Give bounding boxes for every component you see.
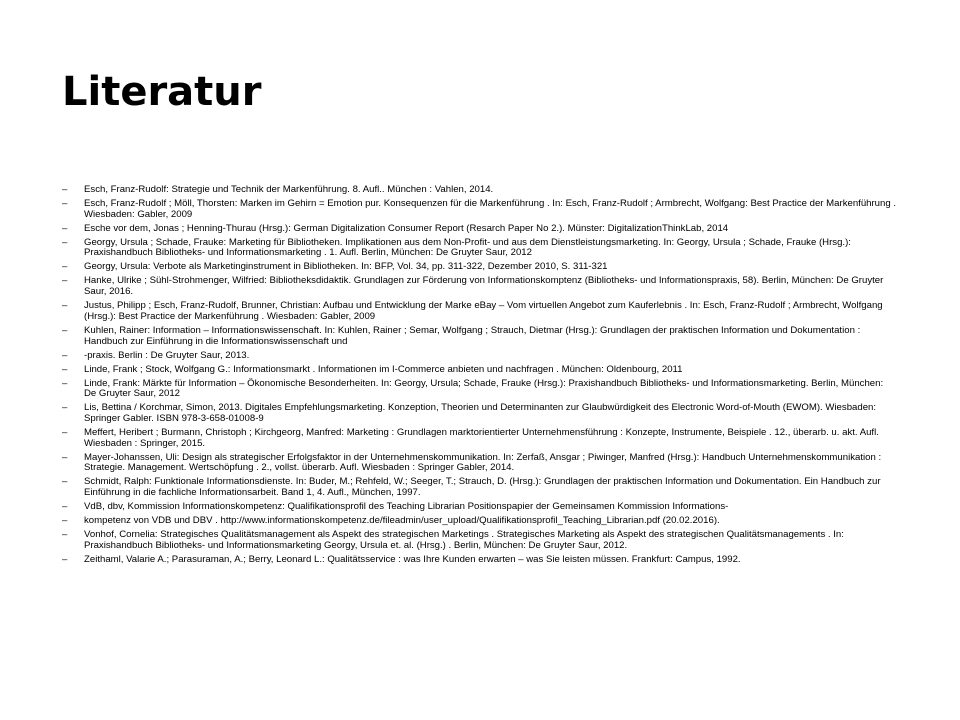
- reference-text: kompetenz von VDB und DBV . http://www.informationskompetenz.de/fileadmin/user_upload/Qualifikationsprofil_Teaching_Librarian.pdf (20.02.2016).: [84, 515, 720, 527]
- reference-item: [62, 276, 898, 297]
- reference-item: [62, 365, 898, 376]
- reference-item: [62, 530, 898, 551]
- reference-text: -praxis. Berlin : De Gruyter Saur, 2013.: [84, 349, 250, 361]
- reference-item: [62, 238, 898, 259]
- reference-item: [62, 453, 898, 474]
- bullet-dash: –: [62, 300, 68, 312]
- reference-item: [62, 516, 898, 527]
- reference-text: Mayer-Johanssen, Uli: Design als strategischer Erfolgsfaktor in der Unternehmenskommunikation. In: Zerfaß, Ansgar ; Piwinger, Manfred (Hrsg.): Handbuch Unternehmenskommunikation : Strategie. Management. Wertschöpfung . 2., vollst. überarb. Aufl. Wiesbaden : Springer Gabler, 2014.: [84, 451, 882, 474]
- bullet-dash: –: [62, 501, 68, 513]
- reference-text: Meffert, Heribert ; Burmann, Christoph ; Kirchgeorg, Manfred: Marketing : Grundlagen marktorientierter Unternehmensführung : Konzepte, Instrumente, Beispiele . 12., überarb. u. akt. Aufl. Wiesbaden : Springer, 2015.: [84, 426, 879, 449]
- reference-text: Esche vor dem, Jonas ; Henning-Thurau (Hrsg.): German Digitalization Consumer Report (Resarch Paper No 2.). Münster: DigitalizationThinkLab, 2014: [84, 222, 729, 234]
- reference-text: Georgy, Ursula ; Schade, Frauke: Marketing für Bibliotheken. Implikationen aus dem Non-Profit- und aus dem Dienstleistungsmarketing. In: Georgy, Ursula ; Schade, Frauke (Hrsg.): Praxishandbuch Bibliotheks- und Informationsmarketing . 1. Aufl. Berlin, München: De Gruyter Saur, 2012: [84, 236, 851, 259]
- reference-text: Hanke, Ulrike ; Sühl-Strohmenger, Wilfried: Bibliotheksdidaktik. Grundlagen zur Förderung von Informationskomptenz (Bibliotheks- und Informationspraxis, 58). Berlin, München: De Gruyter Saur, 2016.: [84, 275, 884, 298]
- bullet-dash: –: [62, 476, 68, 488]
- reference-item: [62, 403, 898, 424]
- reference-text: Linde, Frank: Märkte für Information – Ökonomische Besonderheiten. In: Georgy, Ursula; Schade, Frauke (Hrsg.): Praxishandbuch Bibliotheks- und Informationsmarketing. Berlin, München: De Gruyter Saur, 2012: [84, 377, 884, 400]
- reference-item: [62, 199, 898, 220]
- bullet-dash: –: [62, 349, 68, 361]
- reference-item: [62, 326, 898, 347]
- reference-text: VdB, dbv, Kommission Informationskompetenz: Qualifikationsprofil des Teaching Librarian Positionspapier der Gemeinsamen Kommission Informations-: [84, 501, 729, 513]
- reference-text: Esch, Franz-Rudolf ; Möll, Thorsten: Marken im Gehirn = Emotion pur. Konsequenzen für die Markenführung . In: Esch, Franz-Rudolf ; Armbrecht, Wolfgang: Best Practice der Markenführung . Wiesbaden: Gabler, 2009: [84, 198, 897, 220]
- reference-text: Kuhlen, Rainer: Information – Informationswissenschaft. In: Kuhlen, Rainer ; Semar, Wolfgang ; Strauch, Dietmar (Hrsg.): Grundlagen der praktischen Information und Dokumentation : Handbuch zur Einführung in die Informationswissenschaft und: [84, 324, 861, 347]
- bullet-dash: –: [62, 529, 68, 541]
- reference-item: [62, 262, 898, 273]
- bullet-dash: –: [62, 426, 68, 438]
- reference-item: [62, 301, 898, 322]
- reference-text: Justus, Philipp ; Esch, Franz-Rudolf, Brunner, Christian: Aufbau und Entwicklung der Marke eBay – Vom virtuellen Angebot zum Kauferlebnis . In: Esch, Franz-Rudolf ; Armbrecht, Wolfgang (Hrsg.): Best Practice der Markenführung . Wiesbaden: Gabler, 2009: [84, 300, 883, 322]
- bullet-dash: –: [62, 451, 68, 463]
- bullet-dash: –: [62, 363, 68, 375]
- bullet-dash: –: [62, 261, 68, 273]
- reference-text: Linde, Frank ; Stock, Wolfgang G.: Informationsmarkt . Informationen im I-Commerce anbieten und nachfragen . München: Oldenbourg, 2011: [84, 363, 683, 375]
- reference-list: [62, 185, 898, 569]
- reference-text: Vonhof, Cornelia: Strategisches Qualitätsmanagement als Aspekt des strategischen Marketings . Strategisches Marketing als Aspekt des strategischen Qualitätsmanagements . In: Praxishandbuch Bibliotheks- und Informationsmarketing Georgy, Ursula et. al. (Hrsg.) . Berlin, München: De Gruyter Saur, 2012.: [84, 529, 844, 551]
- reference-text: Georgy, Ursula: Verbote als Marketinginstrument in Bibliotheken. In: BFP, Vol. 34, pp. 311-322, Dezember 2010, S. 311-321: [84, 261, 608, 273]
- bullet-dash: –: [62, 198, 68, 209]
- reference-item: [62, 351, 898, 362]
- bullet-dash: –: [62, 275, 68, 287]
- reference-text: Schmidt, Ralph: Funktionale Informationsdienste. In: Buder, M.; Rehfeld, W.; Seeger, T.; Strauch, D. (Hrsg.): Grundlagen der praktischen Information und Dokumentation. Ein Handbuch zur Einführung in die fachliche Informationsarbeit. Band 1, 4. Aufl., München, 1997.: [84, 476, 881, 499]
- reference-text: Zeithaml, Valarie A.; Parasuraman, A.; Berry, Leonard L.: Qualitätsservice : was Ihre Kunden erwarten – was Sie leisten müssen. Frankfurt: Campus, 1992.: [84, 553, 741, 565]
- bullet-dash: –: [62, 222, 68, 234]
- bullet-dash: –: [62, 324, 68, 336]
- bullet-dash: –: [62, 402, 68, 414]
- reference-item: [62, 379, 898, 400]
- slide-title: Literatur: [62, 69, 262, 115]
- bullet-dash: –: [62, 236, 68, 248]
- reference-text: Lis, Bettina / Korchmar, Simon, 2013. Digitales Empfehlungsmarketing. Konzeption, Theorien und Determinanten zur Glaubwürdigkeit des Electronic Word-of-Mouth (EWOM). Wiesbaden: Springer Gabler. ISBN 978-3-658-01008-9: [84, 402, 877, 424]
- reference-item: [62, 224, 898, 235]
- reference-item: [62, 502, 898, 513]
- reference-item: [62, 428, 898, 449]
- bullet-dash: –: [62, 553, 68, 565]
- reference-item: [62, 477, 898, 498]
- reference-item: [62, 185, 898, 196]
- bullet-dash: –: [62, 515, 68, 527]
- reference-item: [62, 555, 898, 566]
- bullet-dash: –: [62, 184, 68, 195]
- bullet-dash: –: [62, 377, 68, 389]
- reference-text: Esch, Franz-Rudolf: Strategie und Technik der Markenführung. 8. Aufl.. München : Vahlen, 2014.: [84, 184, 494, 195]
